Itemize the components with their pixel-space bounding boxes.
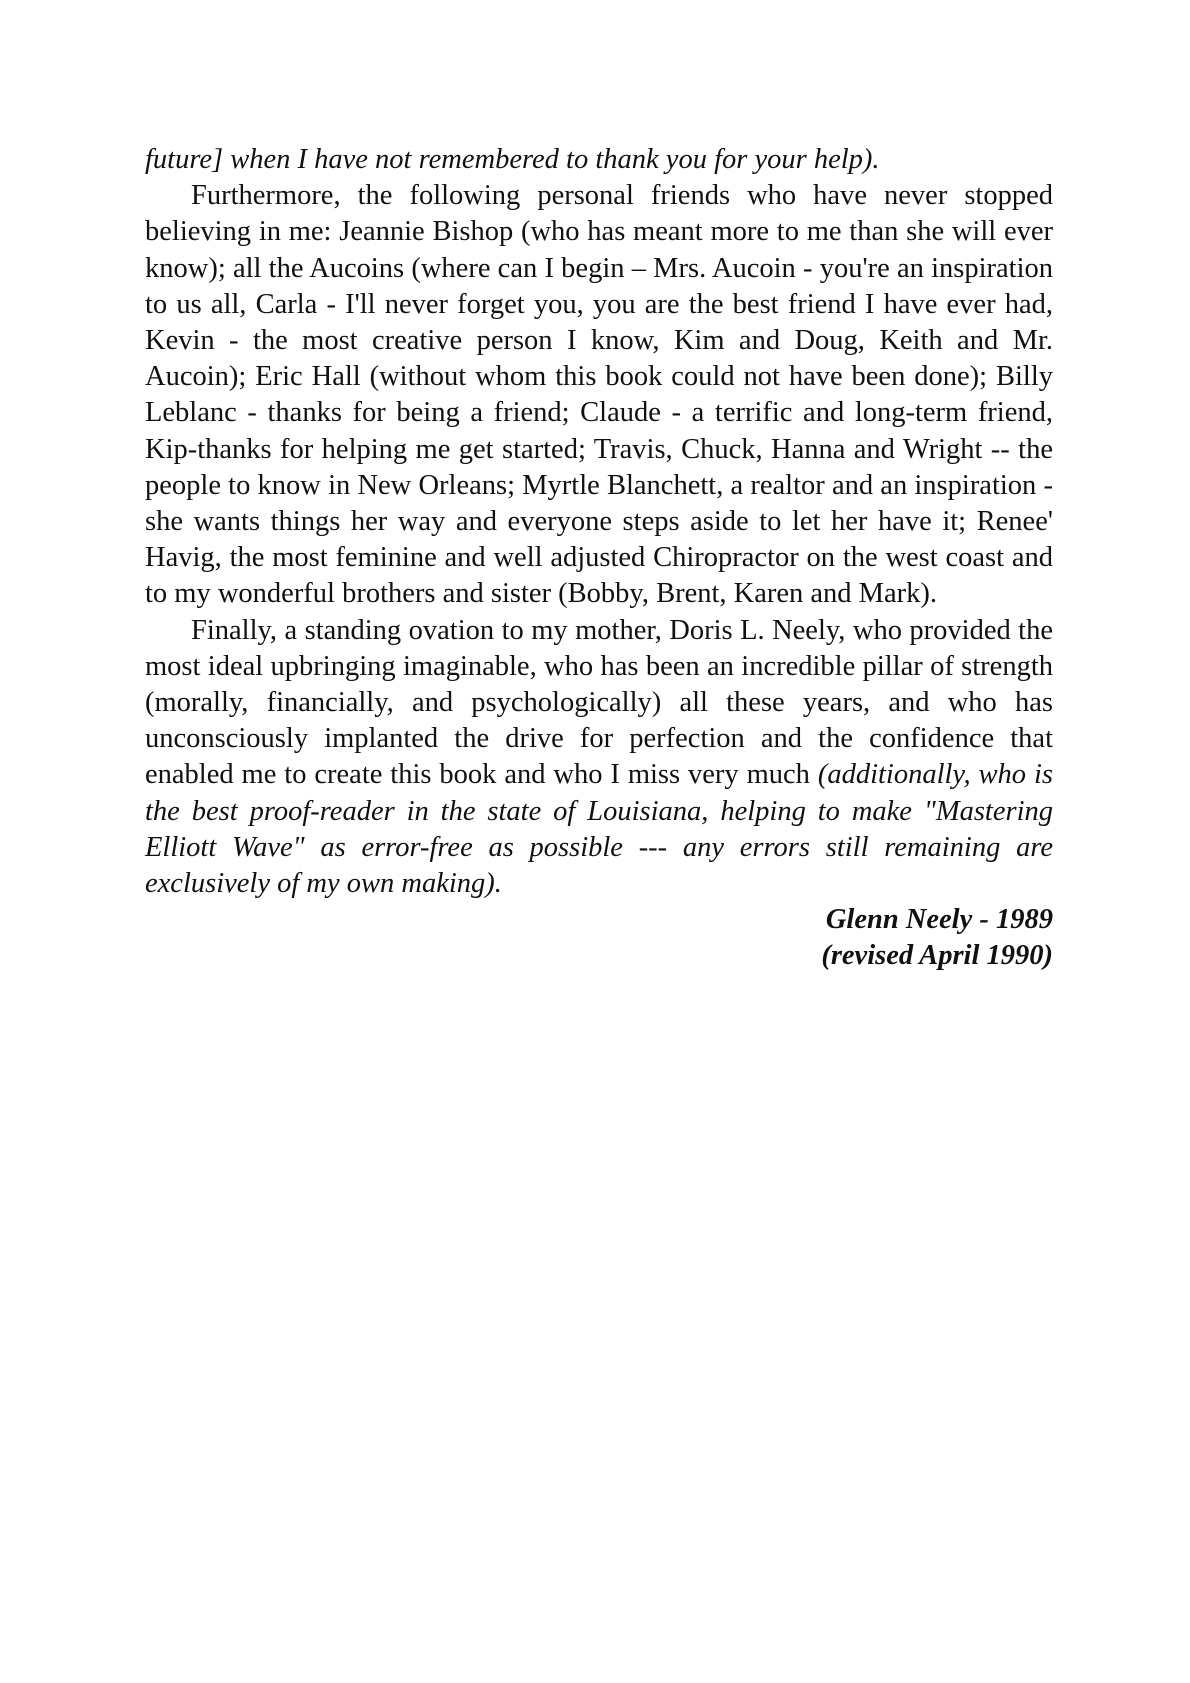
carryover-line: future] when I have not remembered to thank you for your help). — [145, 144, 880, 175]
paragraph-mother-italic: (additionally, who is the best proof-reader in the state of Louisiana, helping to make "Mastering Elliott Wave" as error-free as possible --- any errors still remaining are exclusively of my own making). — [145, 759, 1053, 900]
paragraph-mother — [145, 613, 1053, 903]
document-page — [145, 142, 1053, 975]
signature-name: Glenn Neely - 1989 — [825, 904, 1053, 936]
paragraph-mother-main: Finally, a standing ovation to my mother, Doris L. Neely, who provided the most ideal upbringing imaginable, who has been an incredible pillar of strength (morally, financially, and psychologically) all these years, and who has unconsciously implanted the drive for perfection and the confidence that enabled me to create this book and who I miss very much — [145, 614, 1053, 791]
signature-revision: (revised April 1990) — [821, 940, 1053, 972]
paragraph-friends: Furthermore, the following personal friends who have never stopped believing in me: Jeannie Bishop (who has meant more to me than she will ever know); all the Aucoins (where can I begin – Mrs. Aucoin - you're an inspiration to us all, Carla - I'll never forget you, you are the best friend I have ever had, Kevin - the most creative person I know, Kim and Doug, Keith and Mr. Aucoin); Eric Hall (without whom this book could not have been done); Billy Leblanc - thanks for being a friend; Claude - a terrific and long-term friend, Kip-thanks for helping me get started; Travis, Chuck, Hanna and Wright -- the people to know in New Orleans; Myrtle Blanchett, a realtor and an inspiration - she wants things her way and everyone steps aside to let her have it; Renee' Havig, the most feminine and well adjusted Chiropractor on the west coast and to my wonderful brothers and sister (Bobby, Brent, Karen and Mark). — [145, 180, 1053, 610]
